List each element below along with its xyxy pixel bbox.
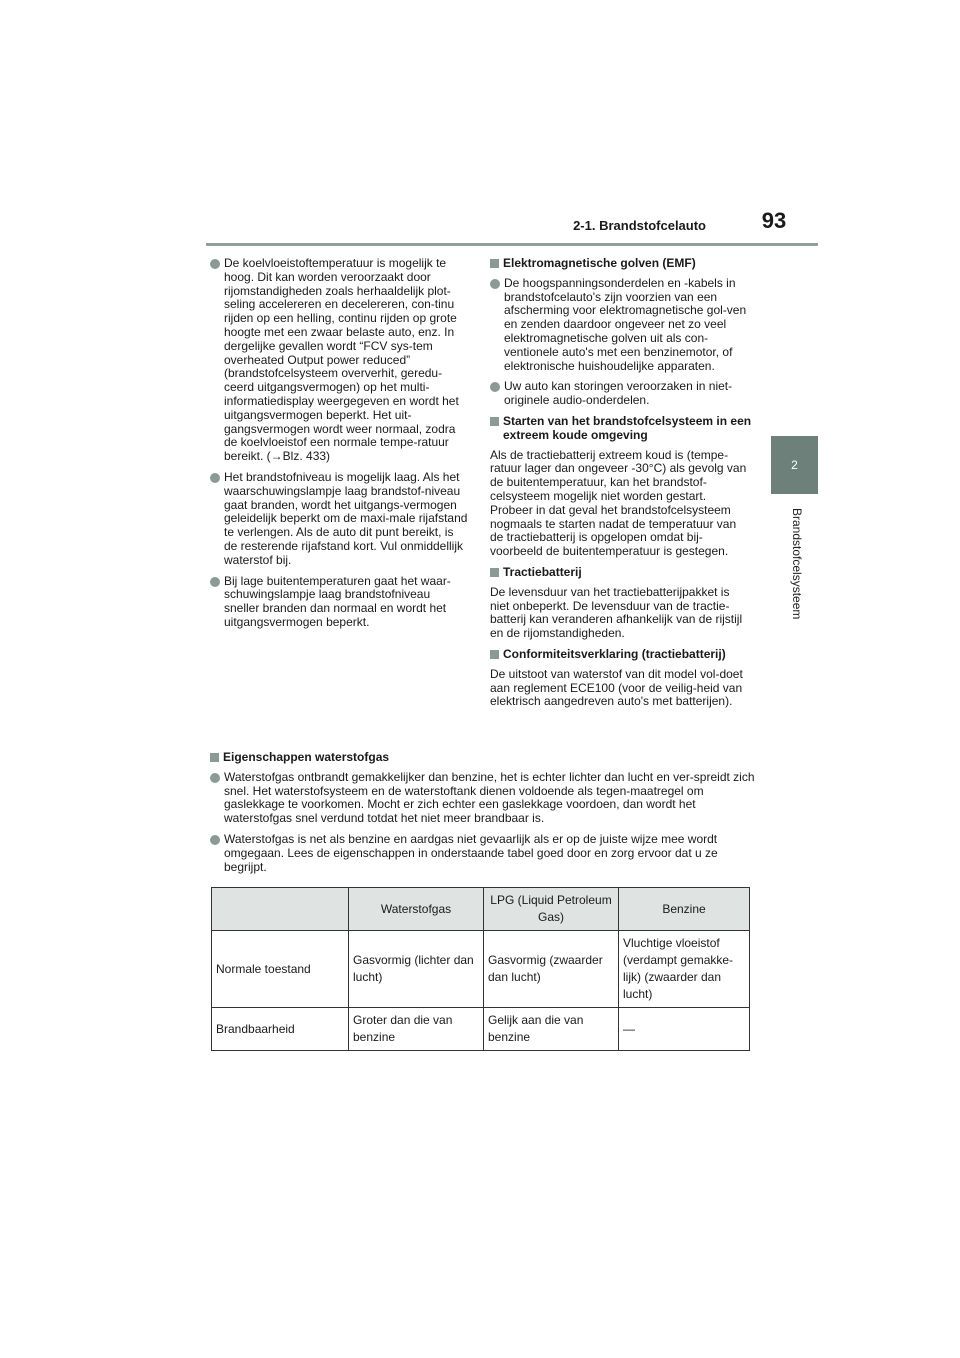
chapter-number: 2: [791, 458, 798, 472]
table-row: [212, 1008, 750, 1051]
table-cell: Normale toestand: [212, 931, 349, 1008]
bullet-text: Bij lage buitentemperaturen gaat het waar-schuwingslampje laag brandstofniveau sneller branden dan normaal en wordt het uitgangsvermogen beperkt.: [224, 573, 451, 629]
table-row: [212, 931, 750, 1008]
square-bullet-icon: [490, 650, 499, 659]
heading-text: Tractiebatterij: [503, 564, 582, 579]
cold-start-text: Als de tractiebatterij extreem koud is (tempe-ratuur lager dan ongeveer -30°C) als gevolg van de buitentemperatuur, kan het brandstof-celsysteem mogelijk niet worden gestart. Probeer in dat geval het brandstofcelsysteem nogmaals te starten nadat de temperatuur van de tractiebatterij is opgelopen omdat bij-voorbeeld de buitentemperatuur is gestegen.: [490, 447, 747, 559]
bullet-icon: [490, 279, 500, 289]
table-header-cell: [212, 888, 349, 931]
section-title: 2-1. Brandstofcelauto: [573, 218, 706, 233]
square-bullet-icon: [490, 568, 499, 577]
bullet-text: Het brandstofniveau is mogelijk laag. Als het waarschuwingslampje laag brandstof-niveau gaat branden, wordt het uitgangs-vermogen geleidelijk beperkt om de maxi-male rijafstand te verlengen. Als de auto dit punt bereikt, is de resterende rijafstand kort. Vul onmiddellijk waterstof bij.: [224, 469, 468, 567]
heading-text: Starten van het brandstofcelsysteem in een extreem koude omgeving: [503, 413, 752, 442]
bullet-text: Waterstofgas is net als benzine en aardgas niet gevaarlijk als er op de juiste wijze mee wordt omgegaan. Lees de eigenschappen in onderstaande tabel goed door en zorg ervoor dat u ze begrijpt.: [224, 831, 718, 874]
table-cell: —: [619, 1008, 750, 1051]
traction-battery-text: De levensduur van het tractiebatterijpakket is niet onbeperkt. De levensduur van de tractie-batterij kan veranderen afhankelijk van de rijstijl en de rijomstandigheden.: [490, 584, 743, 641]
left-column: [210, 257, 468, 637]
list-item: [210, 471, 468, 568]
list-item: [210, 833, 755, 874]
chapter-tab[interactable]: [771, 436, 818, 494]
list-item: [210, 575, 468, 630]
table-cell: Gasvormig (lichter dan lucht): [349, 931, 484, 1008]
hydrogen-heading: [210, 751, 755, 765]
hydrogen-section: [210, 751, 755, 881]
list-item: [210, 771, 755, 826]
square-bullet-icon: [490, 417, 499, 426]
bullet-icon: [210, 773, 220, 783]
bullet-icon: [210, 577, 220, 587]
heading-text: Elektromagnetische golven (EMF): [503, 256, 696, 270]
page-number: 93: [761, 208, 787, 233]
list-item: [210, 257, 468, 464]
heading-text: Eigenschappen waterstofgas: [223, 750, 390, 764]
bullet-icon: [210, 835, 220, 845]
traction-battery-heading: [490, 566, 752, 580]
chapter-label: Brandstofcelsysteem: [790, 508, 804, 620]
cold-start-heading: [490, 415, 752, 443]
table-cell: Gasvormig (zwaarder dan lucht): [484, 931, 619, 1008]
conformity-heading: [490, 648, 752, 662]
table-header-cell: Benzine: [619, 888, 750, 931]
bullet-text: Waterstofgas ontbrandt gemakkelijker dan benzine, het is echter lichter dan lucht en ver-spreidt zich snel. Het waterstofsysteem en de waterstoftank dienen voldoende als tegen-maatregel om gaslekkage te voorkomen. Mocht er zich echter een gaslekkage voordoen, dan wordt het waterstofgas snel verdund totdat het niet meer brandbaar is.: [224, 769, 755, 826]
properties-table: [211, 887, 750, 1051]
table-header-cell: LPG (Liquid Petroleum Gas): [484, 888, 619, 931]
conformity-text: De uitstoot van waterstof van dit model vol-doet aan reglement ECE100 (voor de veilig-heid van elektrisch aangedreven auto's met batterijen).: [490, 666, 743, 709]
right-column: [490, 257, 752, 716]
bullet-icon: [210, 259, 220, 269]
table-cell: Brandbaarheid: [212, 1008, 349, 1051]
table-cell: Gelijk aan die van benzine: [484, 1008, 619, 1051]
table-cell: Groter dan die van benzine: [349, 1008, 484, 1051]
heading-text: Conformiteitsverklaring (tractiebatterij): [503, 646, 726, 661]
bullet-icon: [210, 473, 220, 483]
bullet-text: Uw auto kan storingen veroorzaken in niet-originele audio-onderdelen.: [504, 379, 733, 408]
table-header-row: [212, 888, 750, 931]
square-bullet-icon: [210, 753, 219, 762]
header-rule: [206, 243, 818, 246]
list-item: [490, 380, 752, 408]
square-bullet-icon: [490, 259, 499, 268]
emf-heading: [490, 257, 752, 271]
bullet-icon: [490, 382, 500, 392]
table-cell: Vluchtige vloeistof (verdampt gemakke-lijk) (zwaarder dan lucht): [619, 931, 750, 1008]
bullet-text: De hoogspanningsonderdelen en -kabels in brandstofcelauto's zijn voorzien van een afscherming voor elektromagnetische gol-ven en zenden daardoor ongeveer net zo veel elektromagnetische golven uit als con-ventionele auto's met een benzinemotor, of elektronische huishoudelijke apparaten.: [504, 275, 747, 373]
list-item: [490, 277, 752, 374]
table-header-cell: Waterstofgas: [349, 888, 484, 931]
bullet-text: De koelvloeistoftemperatuur is mogelijk te hoog. Dit kan worden veroorzaakt door rijomstandigheden zoals herhaaldelijk plot-seling accelereren en decelereren, con-tinu rijden op een helling, continu rijden op grote hoogte met een zwaar belaste auto, enz. In dergelijke gevallen wordt “FCV sys-tem overheated Output power reduced” (brandstofcelsysteem oververhit, geredu-ceerd uitgangsvermogen) op het multi-informatiedisplay weergegeven en wordt het uitgangsvermogen beperkt. Het uit-gangsvermogen wordt weer normaal, zodra de koelvloeistof een normale tempe-ratuur bereikt. (→Blz. 433): [224, 256, 459, 464]
